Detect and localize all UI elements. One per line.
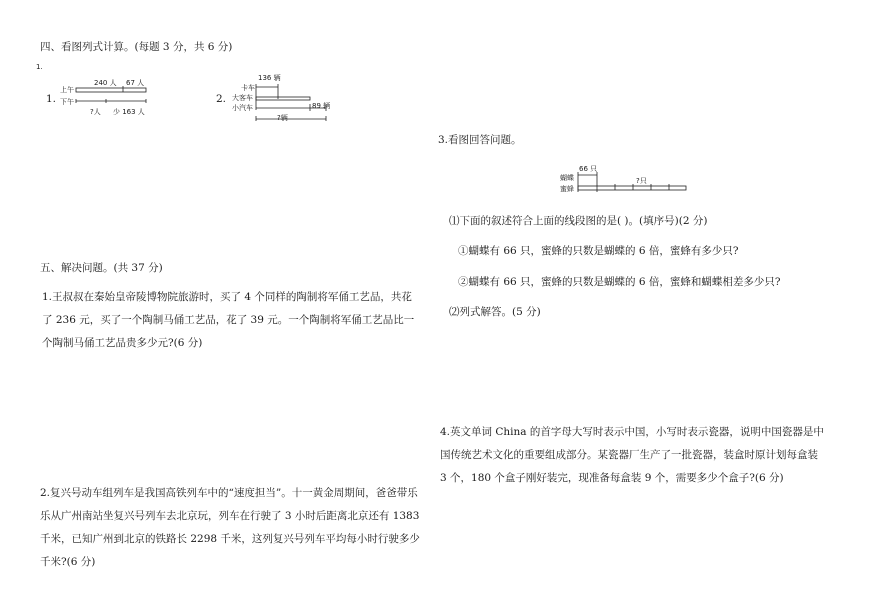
- p2-label-89: 89 辆: [312, 102, 331, 110]
- p2-label-unknown: ?辆: [277, 114, 288, 122]
- stray-mark: 1.: [36, 63, 43, 71]
- section4-heading: 四、看图列式计算。(每题 3 分，共 6 分): [40, 41, 233, 53]
- q3-option2: ②蝴蝶有 66 只，蜜蜂的只数是蝴蝶的 6 倍，蜜蜂和蝴蝶相差多少只?: [458, 276, 781, 288]
- section5-heading: 五、解决问题。(共 37 分): [40, 262, 163, 274]
- p2-row-car: 小汽车: [232, 104, 253, 112]
- q3-label-unknown: ?只: [636, 177, 647, 185]
- question1: 1.王叔叔在秦始皇帝陵博物院旅游时，买了 4 个同样的陶制将军俑工艺品，共花了 236 元，买了一个陶制马俑工艺品，花了 39 元。一个陶制将军俑工艺品比一个陶制马俑工艺品贵多少元?(6 分): [42, 291, 415, 349]
- p1-row-afternoon: 下午: [60, 98, 74, 106]
- q3-sub2: ⑵列式解答。(5 分): [449, 306, 541, 318]
- p2-row-bus: 大客车: [232, 94, 253, 102]
- problem2-number: 2.: [216, 93, 227, 105]
- problem1-number: 1.: [46, 93, 57, 105]
- p2-row-truck: 卡车: [241, 84, 255, 92]
- question2: 2.复兴号动车组列车是我国高铁列车中的“速度担当”。十一黄金周期间，爸爸带乐乐从广州南站坐复兴号列车去北京玩，列车在行驶了 3 小时后距离北京还有 1383 千米，已知广州到北京的铁路长 2298 千米，这列复兴号列车平均每小时行驶多少千米?(6 分): [40, 487, 420, 568]
- p1-label-67: 67 人: [126, 79, 145, 87]
- p1-label-240: 240 人: [94, 79, 117, 87]
- p1-label-less163: 少 163 人: [113, 108, 145, 116]
- q3-sub1: ⑴下面的叙述符合上面的线段图的是( )。(填序号)(2 分): [449, 215, 708, 227]
- question4: 4.英文单词 China 的首字母大写时表示中国，小写时表示瓷器，说明中国瓷器是中国传统艺术文化的重要组成部分。某瓷器厂生产了一批瓷器，装盒时原计划每盒装 3 个，180 个盒子刚好装完，现准备每盒装 9 个，需要多少个盒子?(6 分): [440, 426, 824, 484]
- q3-label-66: 66 只: [579, 165, 598, 173]
- p1-label-unknown: ?人: [90, 108, 101, 116]
- q3-row-butterfly: 蝴蝶: [560, 174, 574, 182]
- q3-title: 3.看图回答问题。: [438, 134, 522, 146]
- p2-label-136: 136 辆: [258, 74, 281, 82]
- p1-row-morning: 上午: [60, 86, 74, 94]
- q3-option1: ①蝴蝶有 66 只，蜜蜂的只数是蝴蝶的 6 倍，蜜蜂有多少只?: [458, 245, 739, 257]
- q3-row-bee: 蜜蜂: [560, 185, 574, 193]
